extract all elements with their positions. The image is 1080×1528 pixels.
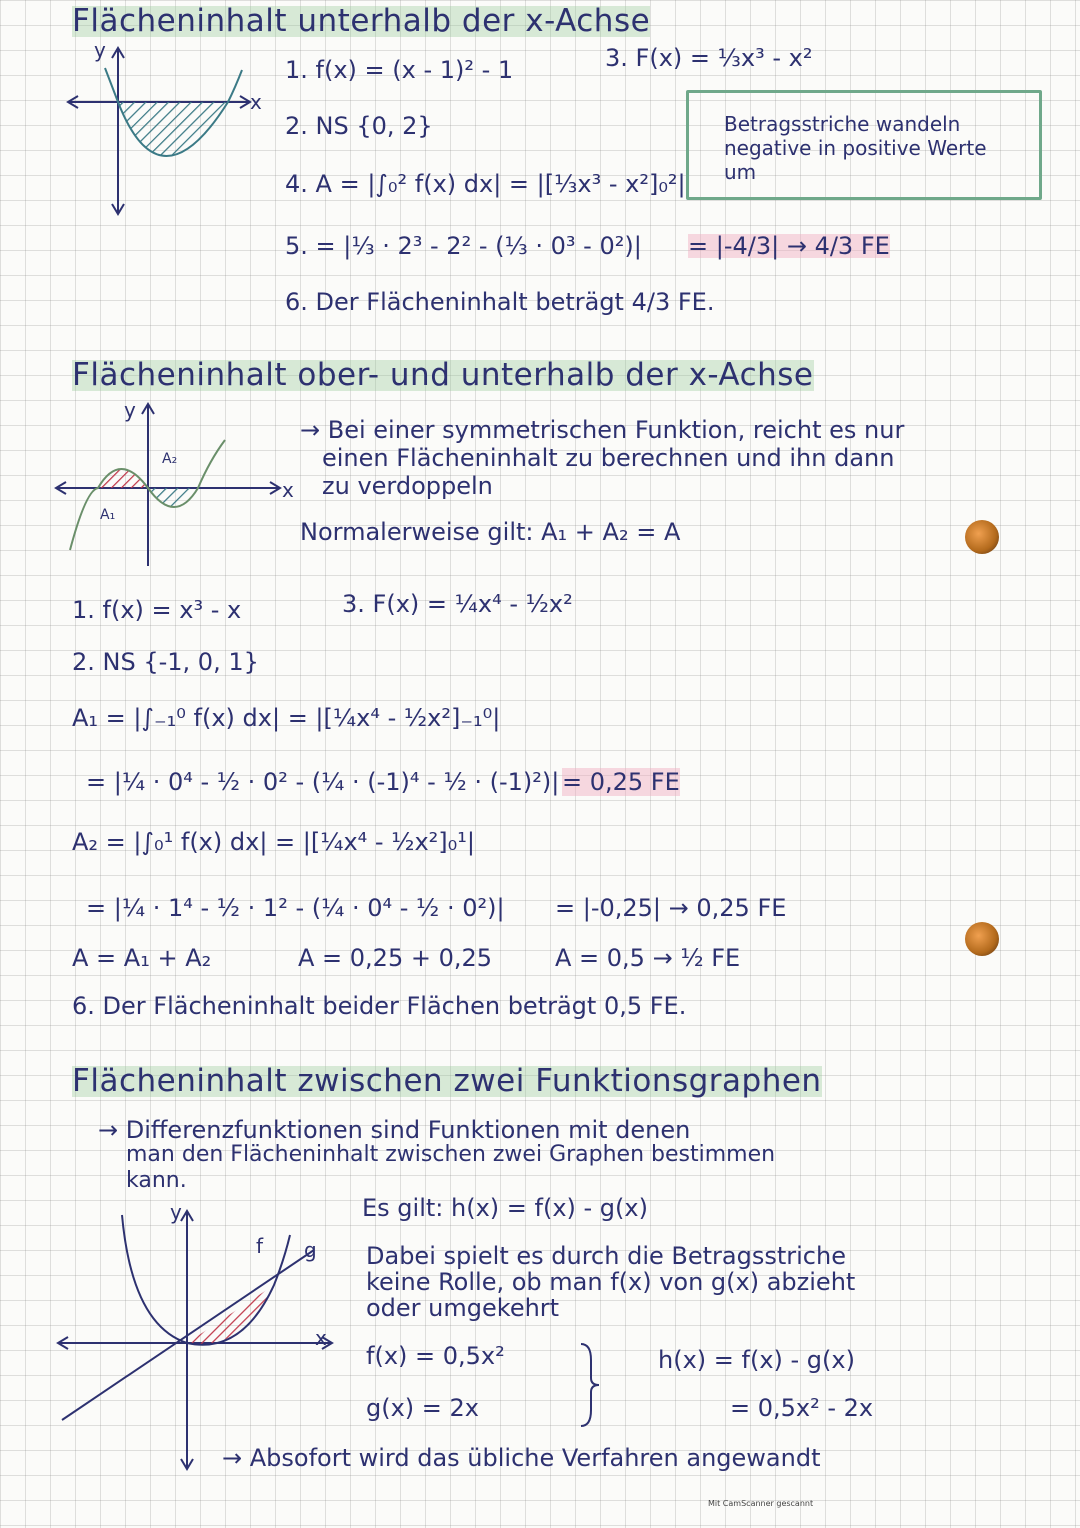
section2-sketch xyxy=(50,400,310,570)
s1-step5-result: = |-4/3| → 4/3 FE xyxy=(688,232,890,260)
section2-x-label: x xyxy=(282,478,294,502)
s3-h-result: = 0,5x² - 2x xyxy=(730,1394,874,1422)
punch-hole-top xyxy=(965,520,999,554)
s3-note-line1: Dabei spielt es durch die Betragsstriche xyxy=(366,1242,846,1270)
enclosed-area xyxy=(187,1285,274,1345)
s2-a1-result xyxy=(562,770,680,794)
s2-a2-def: A₂ = |∫₀¹ f(x) dx| = |[¼x⁴ - ½x²]₀¹| xyxy=(72,828,475,856)
s2-a1-result-text: = 0,25 FE xyxy=(562,768,680,796)
section2-heading: Flächeninhalt ober- und unterhalb der x-Achse xyxy=(72,357,814,393)
s3-intro-line3: kann. xyxy=(126,1168,187,1193)
section2-y-label: y xyxy=(124,398,136,422)
section2-a2-label: A₂ xyxy=(162,451,178,467)
s2-step3: 3. F(x) = ¼x⁴ - ½x² xyxy=(342,590,573,618)
s1-step4: 4. A = |∫₀² f(x) dx| = |[⅓x³ - x²]₀²| xyxy=(285,170,686,198)
s3-rule: Es gilt: h(x) = f(x) - g(x) xyxy=(362,1194,648,1222)
s1-step3: 3. F(x) = ⅓x³ - x² xyxy=(605,44,813,72)
section2-a1-label: A₁ xyxy=(100,507,116,523)
section1-y-label: y xyxy=(94,38,106,62)
s2-sum-values: A = 0,25 + 0,25 xyxy=(298,944,493,972)
curly-brace xyxy=(575,1340,605,1430)
section3-y-label: y xyxy=(170,1200,182,1224)
s3-closing: → Absofort wird das übliche Verfahren angewandt xyxy=(222,1444,821,1472)
s2-sum-formula: A = A₁ + A₂ xyxy=(72,944,212,972)
shaded-area xyxy=(118,102,228,156)
s3-intro-line1: → Differenzfunktionen sind Funktionen mit denen xyxy=(98,1116,691,1144)
s2-step2: 2. NS {-1, 0, 1} xyxy=(72,648,259,676)
scanner-watermark: Mit CamScanner gescannt xyxy=(708,1499,814,1508)
section1-sketch xyxy=(60,40,280,220)
section3-heading: Flächeninhalt zwischen zwei Funktionsgraphen xyxy=(72,1063,822,1099)
section3-f-label: f xyxy=(256,1234,264,1258)
s2-a2-calc: = |¼ · 1⁴ - ½ · 1² - (¼ · 0⁴ - ½ · 0²)| xyxy=(86,894,505,922)
section1-x-label: x xyxy=(250,90,262,114)
parabola-f xyxy=(122,1215,290,1345)
s2-step1: 1. f(x) = x³ - x xyxy=(72,596,242,624)
s2-note-line1: → Bei einer symmetrischen Funktion, reicht es nur xyxy=(300,416,905,444)
s3-f-def: f(x) = 0,5x² xyxy=(366,1342,505,1370)
s2-a1-calc: = |¼ · 0⁴ - ½ · 0² - (¼ · (-1)⁴ - ½ · (-1)²)| xyxy=(86,768,560,796)
s3-note-line2: keine Rolle, ob man f(x) von g(x) abzieht xyxy=(366,1268,856,1296)
s2-step6: 6. Der Flächeninhalt beider Flächen beträgt 0,5 FE. xyxy=(72,992,687,1020)
s1-note-line3: um xyxy=(724,160,757,184)
s3-intro-line2: man den Flächeninhalt zwischen zwei Graphen bestimmen xyxy=(126,1142,776,1167)
s2-a1-def: A₁ = |∫₋₁⁰ f(x) dx| = |[¼x⁴ - ½x²]₋₁⁰| xyxy=(72,704,501,732)
s2-a2-result: = |-0,25| → 0,25 FE xyxy=(555,894,787,922)
section1-heading: Flächeninhalt unterhalb der x-Achse xyxy=(72,3,651,39)
s3-note-line3: oder umgekehrt xyxy=(366,1294,560,1322)
s2-normal-rule: Normalerweise gilt: A₁ + A₂ = A xyxy=(300,518,681,546)
punch-hole-bottom xyxy=(965,922,999,956)
s3-g-def: g(x) = 2x xyxy=(366,1394,480,1422)
s3-h-def: h(x) = f(x) - g(x) xyxy=(658,1346,855,1374)
s1-step6: 6. Der Flächeninhalt beträgt 4/3 FE. xyxy=(285,288,715,316)
s2-note-line3: zu verdoppeln xyxy=(322,472,493,500)
section3-x-label: x xyxy=(315,1326,327,1350)
s2-note-line2: einen Flächeninhalt zu berechnen und ihn dann xyxy=(322,444,895,472)
s1-note-line1: Betragsstriche wandeln xyxy=(724,112,961,136)
section3-g-label: g xyxy=(304,1238,317,1262)
s2-sum-result: A = 0,5 → ½ FE xyxy=(555,944,741,972)
s1-note-line2: negative in positive Werte xyxy=(724,136,987,160)
s1-step5: 5. = |⅓ · 2³ - 2² - (⅓ · 0³ - 0²)| xyxy=(285,232,642,260)
s1-step2: 2. NS {0, 2} xyxy=(285,112,433,140)
s1-step1: 1. f(x) = (x - 1)² - 1 xyxy=(285,56,514,84)
